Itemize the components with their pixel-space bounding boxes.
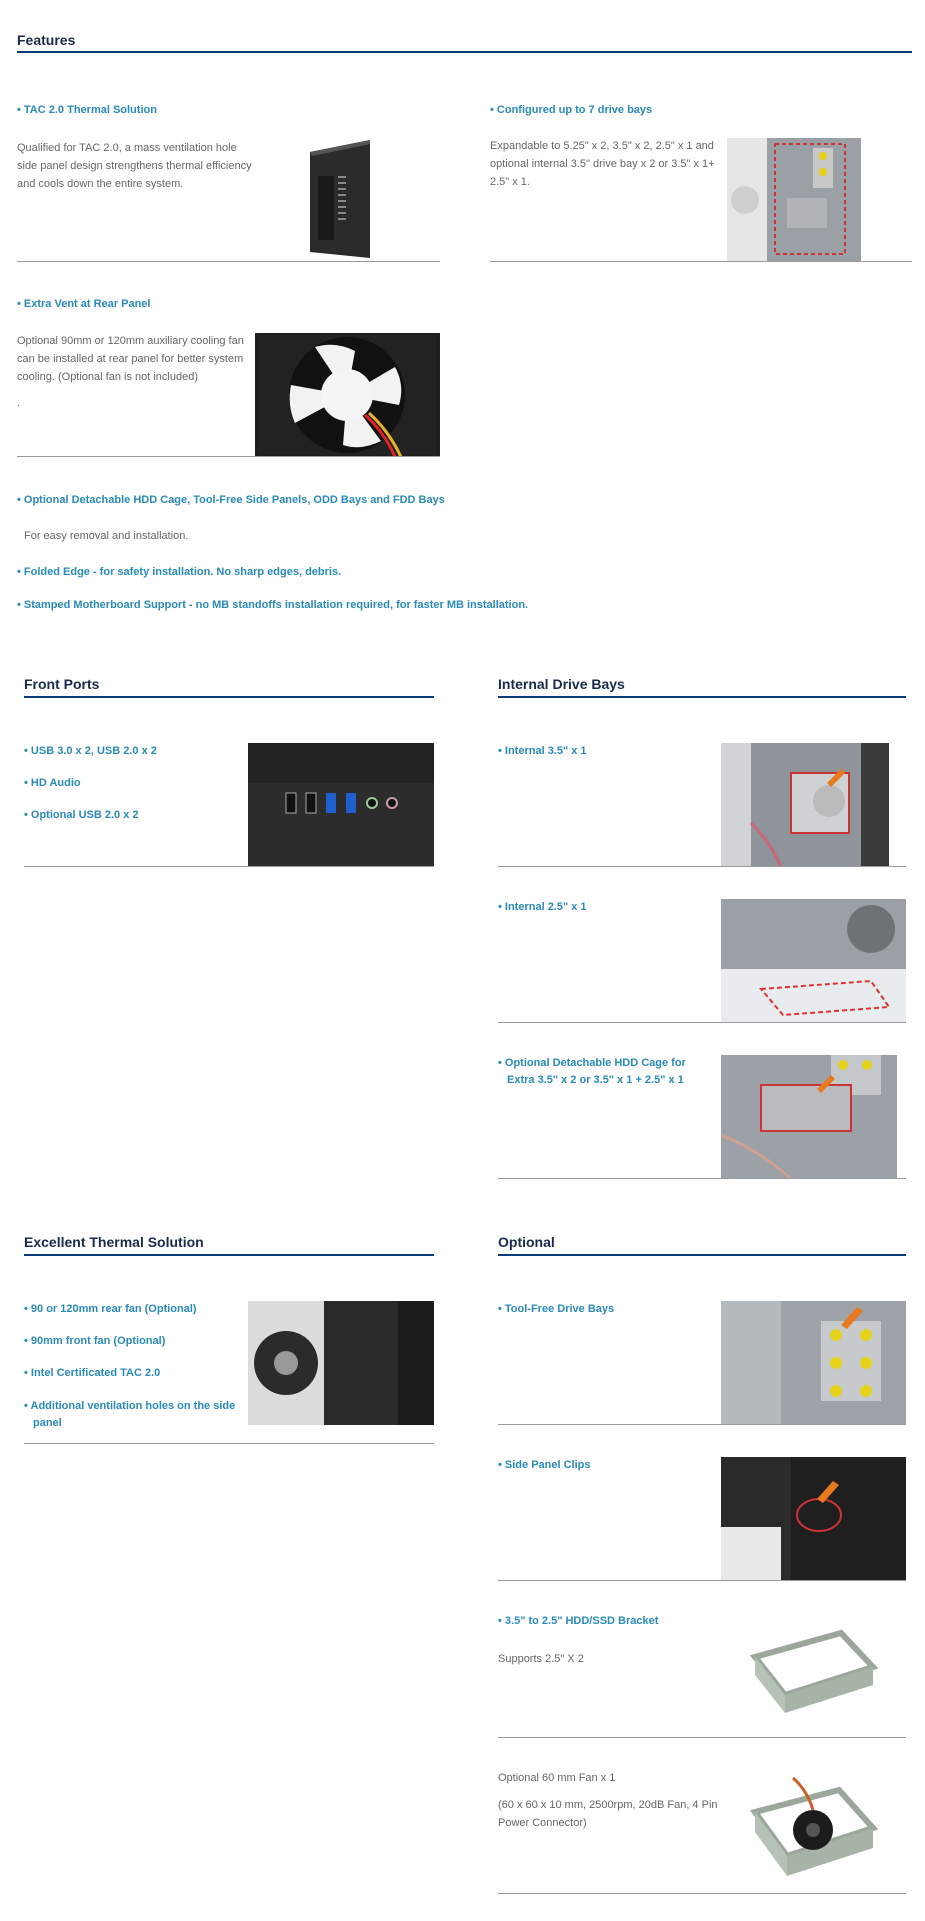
hdd-cage-divider <box>498 1178 906 1179</box>
front-port-audio: • HD Audio <box>24 777 81 789</box>
thermal-vent-holes-2: panel <box>33 1417 62 1429</box>
thermal-front-fan: • 90mm front fan (Optional) <box>24 1335 166 1347</box>
thermal-tac: • Intel Certificated TAC 2.0 <box>24 1367 161 1379</box>
detach-body: For easy removal and installation. <box>24 530 189 542</box>
front-ports-title: Front Ports <box>24 676 100 692</box>
tool-free-label: • Tool-Free Drive Bays <box>498 1303 615 1315</box>
side-panel-image <box>300 138 372 260</box>
bays-divider <box>490 261 912 262</box>
bracket-label: • 3.5" to 2.5" HDD/SSD Bracket <box>498 1615 659 1627</box>
vent-body: Optional 90mm or 120mm auxiliary cooling fan can be installed at rear panel for better system cooling. (Optional fan is not included) <box>17 335 244 383</box>
fan-divider <box>498 1893 906 1894</box>
features-rule <box>17 51 912 53</box>
internal-bays-rule <box>498 696 906 698</box>
front-ports-rule <box>24 696 434 698</box>
thermal-divider <box>24 1443 434 1444</box>
case-bays-image <box>727 138 861 262</box>
internal-25-divider <box>498 1022 906 1023</box>
bays-body: Expandable to 5.25" x 2, 3.5" x 2, 2.5" x 1 and optional internal 3.5" drive bay x 2 or 3.5" x 1+ 2.5" x 1. <box>490 140 715 188</box>
thermal-rear-fan: • 90 or 120mm rear fan (Optional) <box>24 1303 197 1315</box>
tac-divider <box>17 261 440 262</box>
tac-heading: • TAC 2.0 Thermal Solution <box>17 104 157 116</box>
internal-bays-title: Internal Drive Bays <box>498 676 625 692</box>
hdd-cage-label-1: • Optional Detachable HDD Cage for <box>498 1057 686 1069</box>
internal-35-label: • Internal 3.5" x 1 <box>498 745 587 757</box>
side-clips-label: • Side Panel Clips <box>498 1459 591 1471</box>
thermal-rule <box>24 1254 434 1256</box>
bracket-image <box>745 1627 879 1723</box>
thermal-image <box>248 1301 434 1425</box>
hdd-cage-image <box>721 1055 897 1179</box>
detach-heading: • Optional Detachable HDD Cage, Tool-Free Side Panels, ODD Bays and FDD Bays <box>17 494 445 506</box>
vent-heading: • Extra Vent at Rear Panel <box>17 298 151 310</box>
tac-body: Qualified for TAC 2.0, a mass ventilation hole side panel design strengthens thermal efficiency and cools down the entire system. <box>17 142 252 190</box>
side-clips-divider <box>498 1580 906 1581</box>
hdd-cage-label-2: Extra 3.5" x 2 or 3.5" x 1 + 2.5" x 1 <box>507 1074 684 1086</box>
bracket-body: Supports 2.5" X 2 <box>498 1653 584 1665</box>
thermal-vent-holes-1: • Additional ventilation holes on the side <box>24 1400 236 1412</box>
fan-line-1: Optional 60 mm Fan x 1 <box>498 1772 616 1784</box>
internal-25-label: • Internal 2.5" x 1 <box>498 901 587 913</box>
rear-fan-image <box>255 333 440 457</box>
folded-edge: • Folded Edge - for safety installation. No sharp edges, debris. <box>17 566 342 578</box>
internal-35-image <box>721 743 889 867</box>
bracket-divider <box>498 1737 906 1738</box>
internal-25-image <box>721 899 906 1023</box>
features-title: Features <box>17 32 76 48</box>
front-port-usb: • USB 3.0 x 2, USB 2.0 x 2 <box>24 745 157 757</box>
optional-rule <box>498 1254 906 1256</box>
tool-free-divider <box>498 1424 906 1425</box>
front-ports-image <box>248 743 434 867</box>
vent-dot: . <box>17 397 21 409</box>
side-clips-image <box>721 1457 906 1581</box>
fan-bracket-image <box>747 1772 879 1888</box>
front-port-optional-usb: • Optional USB 2.0 x 2 <box>24 809 139 821</box>
fan-line-2: (60 x 60 x 10 mm, 2500rpm, 20dB Fan, 4 Pin Power Connector) <box>498 1799 718 1829</box>
tool-free-image <box>721 1301 906 1425</box>
optional-title: Optional <box>498 1234 555 1250</box>
front-ports-divider <box>24 866 434 867</box>
stamped-support: • Stamped Motherboard Support - no MB standoffs installation required, for faster MB installation. <box>17 599 529 611</box>
bays-heading: • Configured up to 7 drive bays <box>490 104 653 116</box>
internal-35-divider <box>498 866 906 867</box>
thermal-title: Excellent Thermal Solution <box>24 1234 204 1250</box>
vent-divider <box>17 456 440 457</box>
